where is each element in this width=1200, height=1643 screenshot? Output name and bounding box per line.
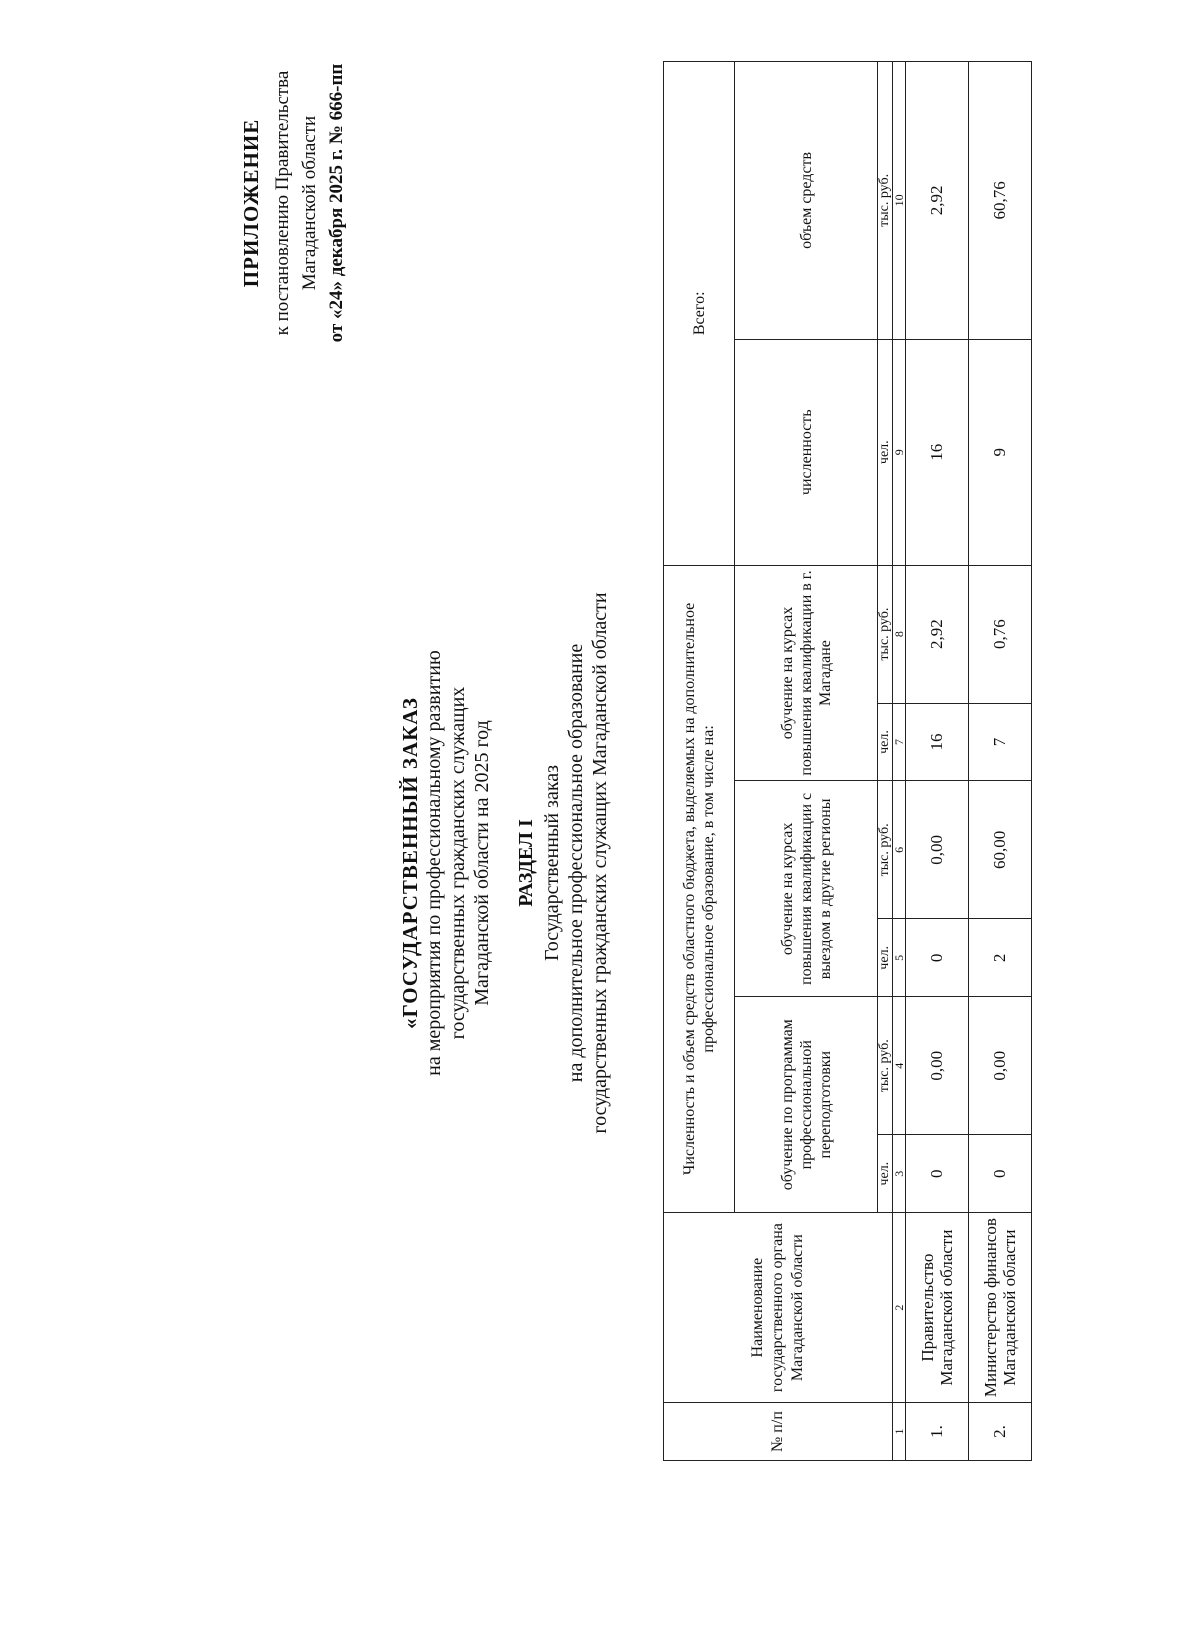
column-number: 1 (893, 1403, 906, 1461)
row-value: 16 (906, 703, 969, 781)
column-number-row (893, 62, 906, 1461)
header-num: № п/п (664, 1403, 893, 1461)
unit-cell: чел. (878, 339, 893, 565)
column-number: 2 (893, 1213, 906, 1403)
row-value: 0,00 (906, 781, 969, 919)
row-num: 1. (906, 1403, 969, 1461)
row-value: 9 (969, 339, 1032, 565)
row-value: 60,00 (969, 781, 1032, 919)
section-subtitle-line: государственных гражданских служащих Магаданской области (589, 592, 611, 1134)
row-agency-name: Министерство финансов Магаданской области (969, 1213, 1032, 1403)
column-number: 8 (893, 565, 906, 703)
header-total-volume: объем средств (735, 62, 878, 340)
unit-cell: тыс. руб. (878, 781, 893, 919)
column-number: 5 (893, 919, 906, 997)
document-title: «ГОСУДАРСТВЕННЫЙ ЗАКАЗ (398, 696, 422, 1030)
row-value: 7 (969, 703, 1032, 781)
section-subtitle-line: на дополнительное профессиональное образование (565, 643, 587, 1083)
unit-cell: тыс. руб. (878, 62, 893, 340)
row-num: 2. (969, 1403, 1032, 1461)
row-value: 2 (969, 919, 1032, 997)
appendix-heading: ПРИЛОЖЕНИЕ (239, 118, 263, 288)
row-value: 2,92 (906, 565, 969, 703)
section-title: РАЗДЕЛ I (515, 819, 537, 907)
appendix-line-2: Магаданской области (299, 115, 320, 291)
unit-cell: тыс. руб. (878, 565, 893, 703)
header-courses-magadan: обучение на курсах повышения квалификации в г. Магадане (735, 565, 878, 781)
title-block (398, 363, 612, 1363)
row-value: 0,00 (906, 997, 969, 1135)
header-courses-outside: обучение на курсах повышения квалификации с выездом в другие регионы (735, 781, 878, 997)
order-table-wrapper (663, 61, 1032, 1461)
column-number: 3 (893, 1135, 906, 1213)
order-table (663, 61, 1032, 1461)
column-number: 4 (893, 997, 906, 1135)
header-name: Наименование государственного органа Магаданской области (664, 1213, 893, 1403)
appendix-line-1: к постановлению Правительства (272, 70, 293, 336)
header-group: Численность и объем средств областного бюджета, выделяемых на дополнительное профессиональное образование, в том числе на: (664, 565, 735, 1213)
row-agency-name: Правительство Магаданской области (906, 1213, 969, 1403)
row-value: 0,00 (969, 997, 1032, 1135)
subtitle-line: Магаданской области на 2025 год (471, 720, 493, 1006)
subtitle-line: государственных гражданских служащих (447, 686, 469, 1040)
unit-cell: тыс. руб. (878, 997, 893, 1135)
subtitle-line: на мероприятия по профессиональному развитию (423, 650, 445, 1076)
table-row (969, 62, 1032, 1461)
appendix-date-line: от «24» декабря 2025 г. № 666-пп (326, 63, 347, 343)
header-retraining: обучение по программам профессиональной переподготовки (735, 997, 878, 1213)
unit-cell: чел. (878, 919, 893, 997)
row-value: 0 (906, 919, 969, 997)
header-total: Всего: (664, 62, 735, 566)
column-number: 7 (893, 703, 906, 781)
row-value: 0,76 (969, 565, 1032, 703)
column-number: 9 (893, 339, 906, 565)
row-value: 60,76 (969, 62, 1032, 340)
appendix-block (238, 33, 350, 373)
column-number: 10 (893, 62, 906, 340)
row-value: 0 (906, 1135, 969, 1213)
section-subtitle (540, 363, 612, 1363)
row-value: 16 (906, 339, 969, 565)
section-subtitle-line: Государственный заказ (541, 764, 563, 962)
table-row (906, 62, 969, 1461)
header-total-count: численность (735, 339, 878, 565)
row-value: 0 (969, 1135, 1032, 1213)
header-row-1 (664, 62, 735, 1461)
row-value: 2,92 (906, 62, 969, 340)
unit-cell: чел. (878, 1135, 893, 1213)
document-subtitle (422, 363, 494, 1363)
column-number: 6 (893, 781, 906, 919)
unit-cell: чел. (878, 703, 893, 781)
